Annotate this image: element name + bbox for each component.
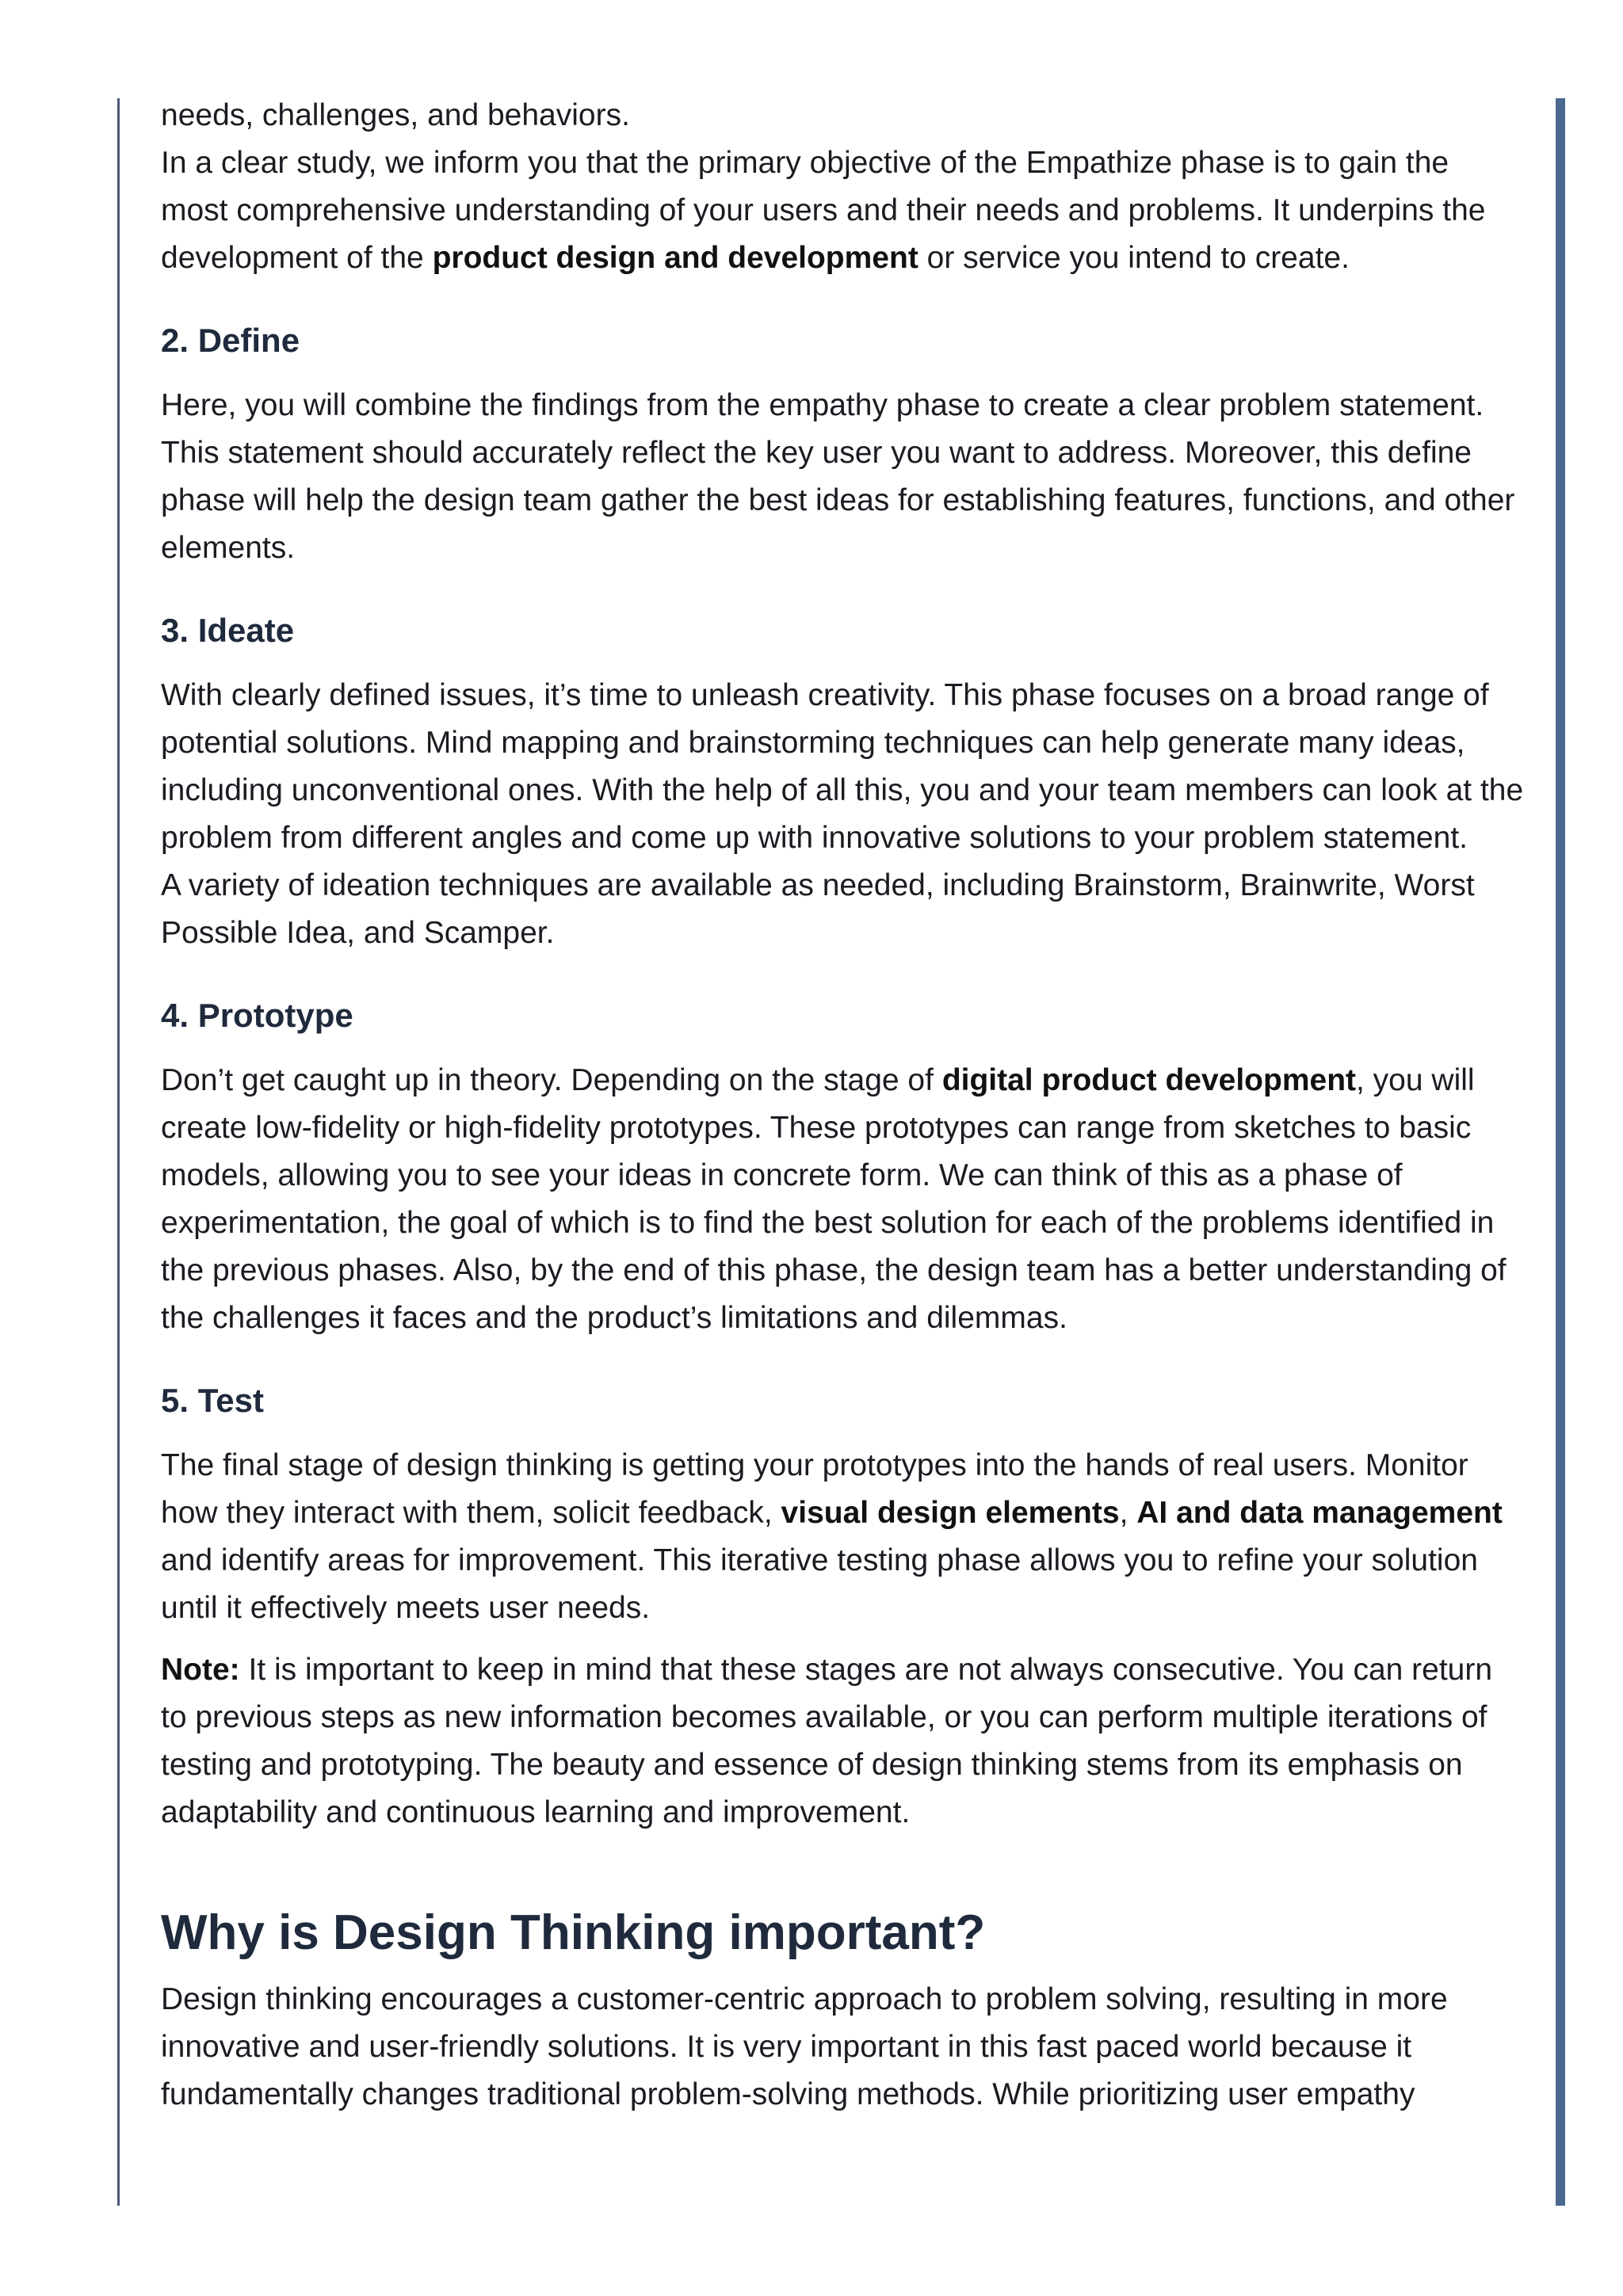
- test-heading: 5. Test: [161, 1382, 264, 1419]
- note-label: Note:: [161, 1653, 240, 1687]
- intro-continuation: [161, 92, 1524, 139]
- text-span: Don’t get caught up in theory. Depending on the stage of: [161, 1063, 942, 1097]
- section-prototype: [161, 992, 1524, 1342]
- text-span: ,: [1119, 1496, 1137, 1530]
- ideate-paragraph-2: A variety of ideation techniques are available as needed, including Brainstorm, Brainwrite, Worst Possible Idea, and Scamper.: [161, 868, 1475, 950]
- digital-product-link-text: digital product development: [941, 1063, 1357, 1097]
- section-test: [161, 1377, 1524, 1836]
- article-body: [161, 92, 1524, 2119]
- why-design-thinking-heading: Why is Design Thinking important?: [161, 1905, 986, 1960]
- product-design-link-text: product design and development: [432, 241, 918, 275]
- text-span: and identify areas for improvement. This iterative testing phase allows you to refine your solution until it effectively meets user needs.: [161, 1543, 1478, 1625]
- section-ideate: [161, 607, 1524, 957]
- left-border-rule: [117, 98, 120, 2206]
- ideate-paragraph-1: With clearly defined issues, it’s time to unleash creativity. This phase focuses on a broad range of potential solutions. Mind mapping and brainstorming techniques can help generate many ideas, including unconventional ones. With the help of all this, you and your team members can look at the problem from different angles and come up with innovative solutions to your problem statement.: [161, 678, 1524, 855]
- why-paragraph: Design thinking encourages a customer-centric approach to problem solving, resulting in more innovative and user-friendly solutions. It is very important in this fast paced world because it fundamentally changes traditional problem-solving methods. While prioritizing user empathy: [161, 1982, 1448, 2111]
- define-heading: 2. Define: [161, 322, 300, 359]
- empathize-summary-paragraph: [161, 139, 1524, 282]
- test-paragraph: [161, 1442, 1524, 1632]
- text-span: , you will create low-fidelity or high-fidelity prototypes. These prototypes can range from sketches to basic models, allowing you to see your ideas in concrete form. We can think of this as a phase of experimentation, the goal of which is to find the best solution for each of the problems identified in the previous phases. Also, by the end of this phase, the design team has a better understanding of the challenges it faces and the product’s limitations and dilemmas.: [161, 1063, 1507, 1335]
- prototype-paragraph: [161, 1057, 1524, 1342]
- define-paragraph: Here, you will combine the findings from the empathy phase to create a clear problem statement. This statement should accurately reflect the key user you want to address. Moreover, this define phase will help the design team gather the best ideas for establishing features, functions, and other elements.: [161, 388, 1515, 565]
- visual-design-link-text: visual design elements: [781, 1496, 1120, 1530]
- prototype-heading: 4. Prototype: [161, 997, 353, 1034]
- note-text: It is important to keep in mind that these stages are not always consecutive. You can return to previous steps as new information becomes available, or you can perform multiple iterations of testing and prototyping. The beauty and essence of design thinking stems from its emphasis on adaptability and continuous learning and improvement.: [161, 1653, 1493, 1829]
- section-define: [161, 317, 1524, 572]
- note-paragraph: [161, 1646, 1524, 1836]
- ideate-heading: 3. Ideate: [161, 612, 295, 649]
- intro-line: needs, challenges, and behaviors.: [161, 98, 630, 132]
- right-border-rule: [1556, 98, 1565, 2206]
- text-span: The final stage of design thinking is getting your prototypes into the hands of real users. Monitor how they interact with them, solicit feedback,: [161, 1448, 1468, 1530]
- ai-data-link-text: AI and data management: [1136, 1496, 1503, 1530]
- text-span: or service you intend to create.: [918, 241, 1350, 275]
- text-span: In a clear study, we inform you that the primary objective of the Empathize phase is to gain the most comprehensive understanding of your users and their needs and problems. It underpins the development of the: [161, 146, 1486, 275]
